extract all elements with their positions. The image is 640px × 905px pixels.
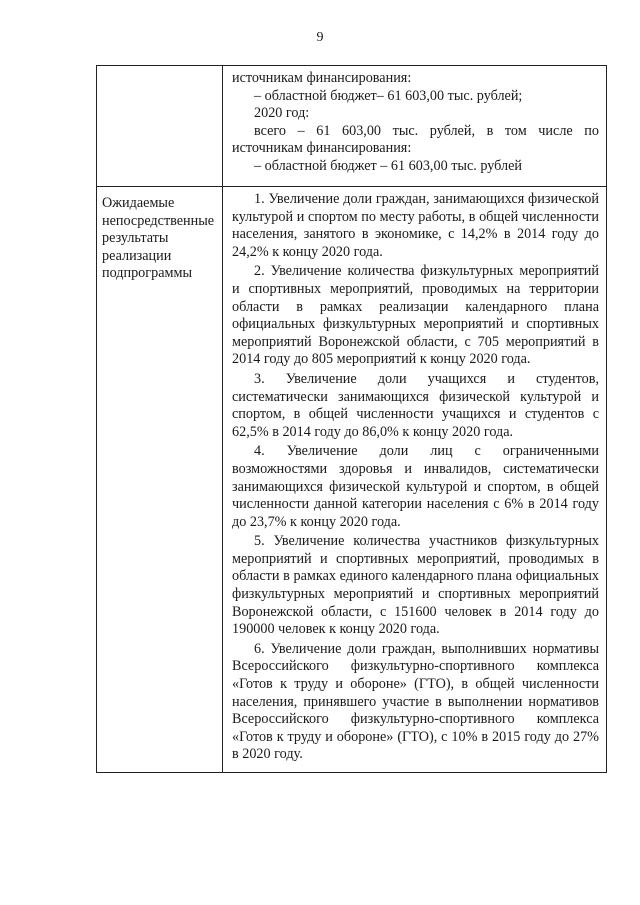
financing-line: источникам финансирования: — [232, 70, 412, 86]
financing-content-cell — [223, 66, 607, 187]
financing-row — [97, 66, 607, 187]
expected-results-label-line: непосредственные — [102, 212, 215, 229]
expected-results-row — [97, 187, 607, 773]
financing-label-cell — [97, 66, 223, 187]
financing-line: – областной бюджет– 61 603,00 тыс. рублей; — [254, 87, 523, 104]
financing-line: всего – 61 603,00 тыс. рублей, в том числе по — [254, 122, 599, 139]
expected-results-label-line: Ожидаемые — [102, 195, 175, 211]
expected-result-item: 1. Увеличение доли граждан, занимающихся физической культурой и спортом по месту работы, в общей численности населения, занятого в экономике, с 14,2% в 2014 году до 24,2% к концу 2020 года. — [232, 191, 599, 260]
expected-result-item: 3. Увеличение доли учащихся и студентов, систематически занимающихся физической культурой и спортом, в общей численности учащихся и студентов с 62,5% в 2014 году до 86,0% к концу 2020 года. — [232, 370, 599, 440]
expected-results-label-line: подпрограммы — [102, 265, 192, 282]
subprogram-passport-table — [96, 65, 607, 773]
page-number: 9 — [316, 30, 324, 45]
financing-line: 2020 год: — [254, 105, 310, 122]
financing-line: – областной бюджет – 61 603,00 тыс. рублей — [254, 157, 522, 174]
expected-results-label-line: реализации — [102, 247, 172, 264]
expected-result-item: 5. Увеличение количества участников физкультурных мероприятий и спортивных мероприятий, проводимых в области в рамках единого календарного плана официальных физкультурных мероприятий и спортивных мероприятий Воронежской области, с 151600 человек в 2014 году до 190000 человек к концу 2020 года. — [232, 533, 599, 638]
expected-result-item: 4. Увеличение доли лиц с ограниченными возможностями здоровья и инвалидов, систематически занимающихся физической культурой и спортом, в общей численности данной категории населения с 6% в 2014 году до 23,7% к концу 2020 года. — [232, 443, 599, 530]
expected-result-item: 2. Увеличение количества физкультурных мероприятий и спортивных мероприятий, проводимых на территории области в рамках реализации календарного плана официальных физкультурных мероприятий и спортивных мероприятий Воронежской области, с 705 мероприятий в 2014 году до 805 мероприятий к концу 2020 года. — [232, 263, 599, 368]
expected-results-label-cell — [97, 187, 223, 773]
financing-line: источникам финансирования: — [232, 140, 412, 157]
expected-results-label-line: результаты — [102, 230, 169, 247]
expected-results-content-cell — [223, 187, 607, 773]
expected-result-item: 6. Увеличение доли граждан, выполнивших нормативы Всероссийского физкультурно-спортивного комплекса «Готов к труду и обороне» (ГТО), в общей численности населения, принявшего участие в выполнении нормативов Всероссийского физкультурно-спортивного комплекса «Готов к труду и обороне» (ГТО), с 10% в 2015 году до 27% в 2020 году. — [232, 640, 599, 763]
